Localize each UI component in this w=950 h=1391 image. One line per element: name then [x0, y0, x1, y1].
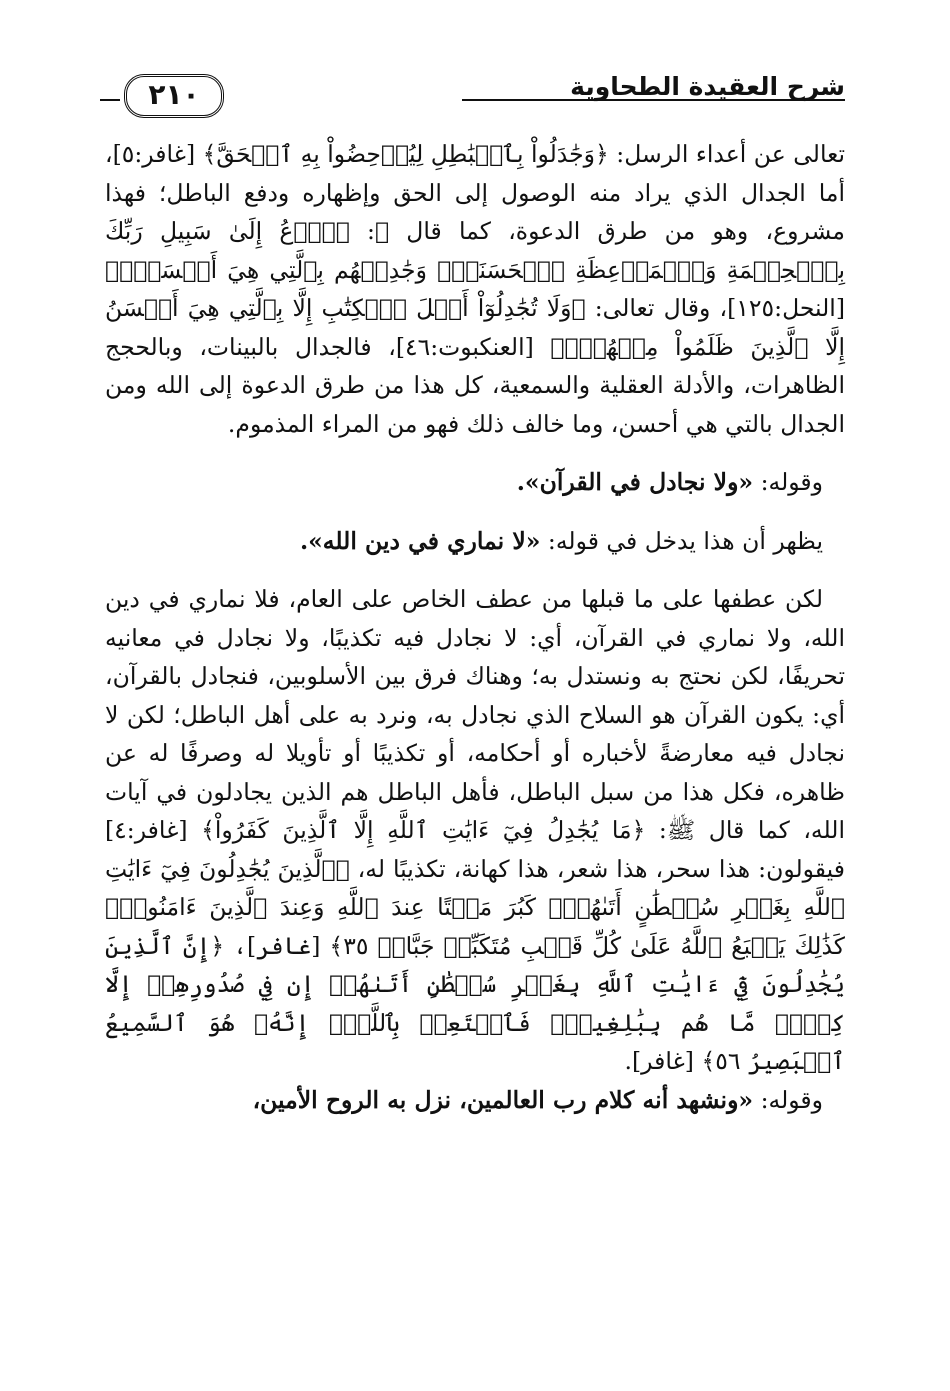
spacer — [105, 443, 845, 463]
p2-prefix: وقوله: — [753, 468, 823, 496]
spacer — [105, 502, 845, 522]
paragraph-4: لكن عطفها على ما قبلها من عطف الخاص على العام، فلا نماري في دين الله، ولا نماري في القرآن، أي: لا نجادل فيه تكذيبًا، ولا نجادل في معانيه تحريفًا، لكن نحتج به ونستدل به؛ وهناك فرق بين الأسلوبين، فنجادل بالقرآن، أي: يكون القرآن هو السلاح الذي نجادل به، ونرد به على أهل الباطل؛ لكن لا نجادل فيه معارضةً لأخباره أو أحكامه، أو تكذيبًا أو تأويلا له وصرفًا له عن ظاهره، فكل هذا من سبل الباطل، فأهل الباطل هم الذين يجادلون في آيات الله، كما قال ﷺ: ﴿مَا يُجَٰدِلُ فِيٓ ءَايَٰتِ ٱللَّهِ إِلَّا ٱلَّذِينَ كَفَرُواْ﴾ [غافر:٤] فيقولون: هذا سحر، هذا شعر، هذا كهانة، تكذيبًا له، ﴿ٱلَّذِينَ يُجَٰدِلُونَ فِيٓ ءَايَٰتِ ٱللَّهِ بِغَيۡرِ سُلۡطَٰنٍ أَتَىٰهُمۡۖ كَبُرَ مَقۡتًا عِندَ ٱللَّهِ وَعِندَ ٱلَّذِينَ ءَامَنُواْۚ كَذَٰلِكَ يَطۡبَعُ ٱللَّهُ عَلَىٰ كُلِّ قَلۡبِ مُتَكَبِّرٖ جَبَّارٖ ٣٥﴾ [غافر]، ﴿إِنَّ ٱلَّذِينَ يُجَٰدِلُونَ فِيٓ ءَايَٰتِ ٱللَّهِ بِغَيۡرِ سُلۡطَٰنٍ أَتَىٰهُمۡ إِن فِي صُدُورِهِمۡ إِلَّا كِبۡرٞ مَّا هُم بِبَٰلِغِيهِۚ فَٱسۡتَعِذۡ بِٱللَّهِۖ إِنَّهُۥ هُوَ ٱلسَّمِيعُ ٱلۡبَصِيرُ ٥٦﴾ [غافر]. — [105, 585, 845, 1075]
p5-prefix: وقوله: — [753, 1085, 823, 1114]
paragraph-2 — [105, 463, 845, 502]
p3-prefix: يظهر أن هذا يدخل في قوله: — [540, 526, 823, 555]
page-body — [105, 135, 845, 1119]
p2-quote: «ولا نجادل في القرآن». — [516, 468, 754, 496]
page-number: ٢١٠ — [124, 74, 224, 118]
p3-quote: «لا نماري في دين الله». — [299, 526, 541, 555]
spacer — [105, 560, 845, 580]
paragraph-3 — [105, 522, 845, 561]
header-rule — [462, 99, 845, 101]
paragraph-1: تعالى عن أعداء الرسل: ﴿وَجَٰدَلُواْ بِٱلۡبَٰطِلِ لِيُدۡحِضُواْ بِهِ ٱلۡحَقَّ﴾ [غافر:٥]، أما الجدال الذي يراد منه الوصول إلى الحق وإظهاره ودفع الباطل؛ فهذا مشروع، وهو من طرق الدعوة، كما قال ﷺ: ﴿ٱدۡعُ إِلَىٰ سَبِيلِ رَبِّكَ بِٱلۡحِكۡمَةِ وَٱلۡمَوۡعِظَةِ ٱلۡحَسَنَةِۖ وَجَٰدِلۡهُم بِٱلَّتِي هِيَ أَحۡسَنُۚ﴾ [النحل:١٢٥]، وقال تعالى: ﴿وَلَا تُجَٰدِلُوٓاْ أَهۡلَ ٱلۡكِتَٰبِ إِلَّا بِٱلَّتِي هِيَ أَحۡسَنُ إِلَّا ٱلَّذِينَ ظَلَمُواْ مِنۡهُمۡۖ﴾ [العنكبوت:٤٦]، فالجدال بالبينات، وبالحجج الظاهرات، والأدلة العقلية والسمعية، كل هذا من طرق الدعوة إلى الله ومن الجدال بالتي هي أحسن، وما خالف ذلك فهو من المراء المذموم. — [105, 140, 845, 438]
p5-quote: «ونشهد أنه كلام رب العالمين، نزل به الروح الأمين، — [252, 1085, 754, 1114]
paragraph-5 — [105, 1081, 845, 1120]
book-title: شرح العقيدة الطحاوية — [570, 72, 845, 101]
header-rule-left — [100, 99, 120, 101]
running-header — [100, 70, 845, 126]
